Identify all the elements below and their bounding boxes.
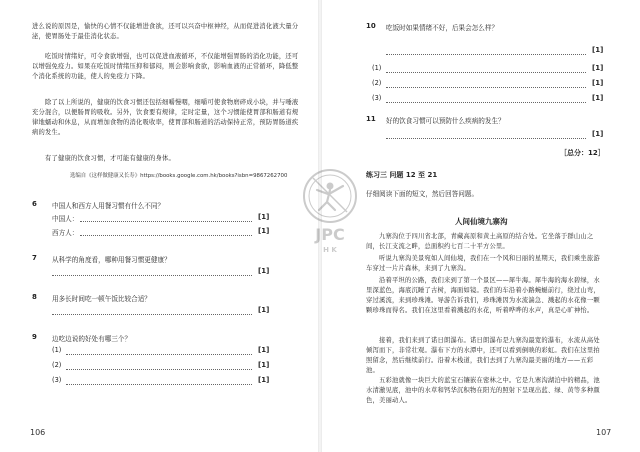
question-6-sub-2: 西方人：	[52, 229, 79, 237]
answer-line[interactable]	[80, 235, 252, 236]
mark-10c: [1]	[592, 94, 604, 102]
question-9-sub-3: (3)	[52, 376, 62, 384]
answer-line[interactable]	[386, 54, 586, 55]
mark-9b: [1]	[258, 361, 270, 369]
mark-8: [1]	[258, 306, 270, 314]
question-11-number: 11	[366, 115, 376, 123]
question-8-text: 用多长时间吃一顿午饭比较合适？	[52, 295, 151, 303]
question-6-text: 中国人和西方人用餐习惯有什么不同？	[52, 202, 165, 210]
page-number-right: 107	[596, 428, 612, 437]
left-page	[0, 0, 318, 452]
mark-6a: [1]	[258, 213, 270, 221]
mark-9c: [1]	[258, 376, 270, 384]
sub-label-2: (2)	[372, 79, 382, 87]
answer-line[interactable]	[66, 369, 252, 370]
article-paragraph-5: 五彩池就像一块巨大的蓝宝石镶嵌在密林之中。它是九寨沟湖泊中的精品，池水清澈见底，池中的水草和钙华沉积物在阳光的照射下呈现出蓝、绿、黄等多种颜色，美丽动人。	[366, 377, 600, 404]
sub-label-3: (3)	[372, 94, 382, 102]
question-9-sub-2: (2)	[52, 361, 62, 369]
answer-line[interactable]	[66, 354, 252, 355]
question-9-sub-1: (1)	[52, 346, 62, 354]
left-paragraph-4: 有了健康的饮食习惯，才可能有健康的身体。	[45, 155, 175, 162]
answer-line[interactable]	[66, 384, 252, 385]
mark-10a: [1]	[592, 64, 604, 72]
article-paragraph-3: 沿着平坦的公路，我们来到了第一个景区——犀牛海。犀牛海的海水碧绿，水里深蓝色，海底沉睡了古树，海面如镜。我们的车沿着小路蜿蜒前行，绕过山弯，穿过溪流，来到珍珠滩。导游告诉我们，珍珠滩因为水流湍急、溅起的水花像一颗颗珍珠而得名。我们在这里看着溅起的水花，听着哗哗的水声，真是心旷神怡。	[366, 277, 600, 314]
watermark-logo	[299, 166, 361, 258]
exercise-instruction: 仔细阅读下面的短文，然后回答问题。	[366, 190, 479, 198]
article-paragraph-4: 接着，我们来到了诺日朗瀑布。诺日朗瀑布是九寨沟最宽的瀑布，水流从高处倾泻而下，非常壮观。瀑布下方的水潭中，还可以看到倒映的彩虹。我们在这里拍照留念，然后继续前行。沿着木栈道，我们去到了九寨沟最美丽的地方——五彩池。	[366, 337, 600, 374]
question-9-number: 9	[32, 333, 37, 341]
answer-line[interactable]	[386, 72, 586, 73]
mark-7: [1]	[258, 267, 270, 275]
total-score: ［总分：12］	[560, 149, 605, 157]
left-paragraph-3: 除了以上所说的，健康的饮食习惯还包括细嚼慢咽，细嚼可使食物磨碎成小块，并与唾液充分混合，以便肠胃的吸收。另外，饮食要有规律，定时定量，这个习惯能使胃部和肠道有规律地蠕动和休息，从而增加食物的消化吸收率，使胃部和肠道的活动保持正常，预防胃肠道疾病的发生。	[32, 99, 299, 136]
question-7-text: 从科学的角度看，哪种用餐习惯更健康？	[52, 256, 171, 264]
question-6-number: 6	[32, 200, 37, 208]
mark-6b: [1]	[258, 227, 270, 235]
question-6-sub-1: 中国人：	[52, 215, 79, 223]
mark-9a: [1]	[258, 346, 270, 354]
page-number-left: 106	[30, 428, 46, 437]
mark-10: [1]	[592, 46, 604, 54]
article-paragraph-1: 九寨沟位于四川省北部，青藏高原和黄土高原的结合处。它坐落于群山山之间，长江支流之畔，总面积约七百二十平方公里。	[366, 233, 594, 250]
answer-line[interactable]	[80, 221, 252, 222]
mark-11: [1]	[592, 130, 604, 138]
question-10-number: 10	[366, 22, 376, 30]
answer-line[interactable]	[386, 102, 586, 103]
article-title: 人间仙境九寨沟	[455, 217, 508, 226]
mark-10b: [1]	[592, 79, 604, 87]
watermark-text: JPC	[315, 225, 345, 244]
answer-line[interactable]	[386, 87, 586, 88]
answer-line[interactable]	[52, 275, 252, 276]
answer-line[interactable]	[386, 138, 586, 139]
answer-line[interactable]	[52, 314, 252, 315]
question-7-number: 7	[32, 254, 37, 262]
question-8-number: 8	[32, 293, 37, 301]
question-11-text: 好的饮食习惯可以预防什么疾病的发生？	[386, 117, 505, 125]
question-9-text: 边吃边说的好处有哪三个？	[52, 335, 132, 343]
left-paragraph-2: 吃饭时情绪好，可令食欲增强，也可以促进血液循环，不仅能增强胃肠的消化功能，还可以增强免疫力。如果在吃饭时情绪压抑和郁闷，则会影响食欲，影响血液的正常循环，降低整个消化系统的功能，使人的免疫力下降。	[32, 53, 299, 80]
exercise-heading: 练习三 问题 12 至 21	[366, 171, 438, 179]
left-paragraph-1: 进么说的原因是，愉快的心情不仅能增进食欲，还可以兴奋中枢神经，从而促进消化液大量分泌，使胃肠处于最佳消化状态。	[32, 23, 299, 40]
source-citation: 选编自《这样做健康又长寿》https://books.google.com.hk/books?isbn=9867262700	[70, 173, 288, 179]
right-page	[322, 0, 640, 452]
article-paragraph-2: 听说九寨沟美景宛如人间仙境，我们在一个风和日丽的星期天，我们乘坐旅游车穿过一片片森林，来到了九寨沟。	[366, 255, 600, 272]
watermark-emblem	[299, 166, 361, 258]
question-10-text: 吃饭时如果情绪不好，后果会怎么样？	[386, 24, 499, 32]
watermark-subtext: H K	[323, 246, 337, 254]
sub-label-1: (1)	[372, 64, 382, 72]
